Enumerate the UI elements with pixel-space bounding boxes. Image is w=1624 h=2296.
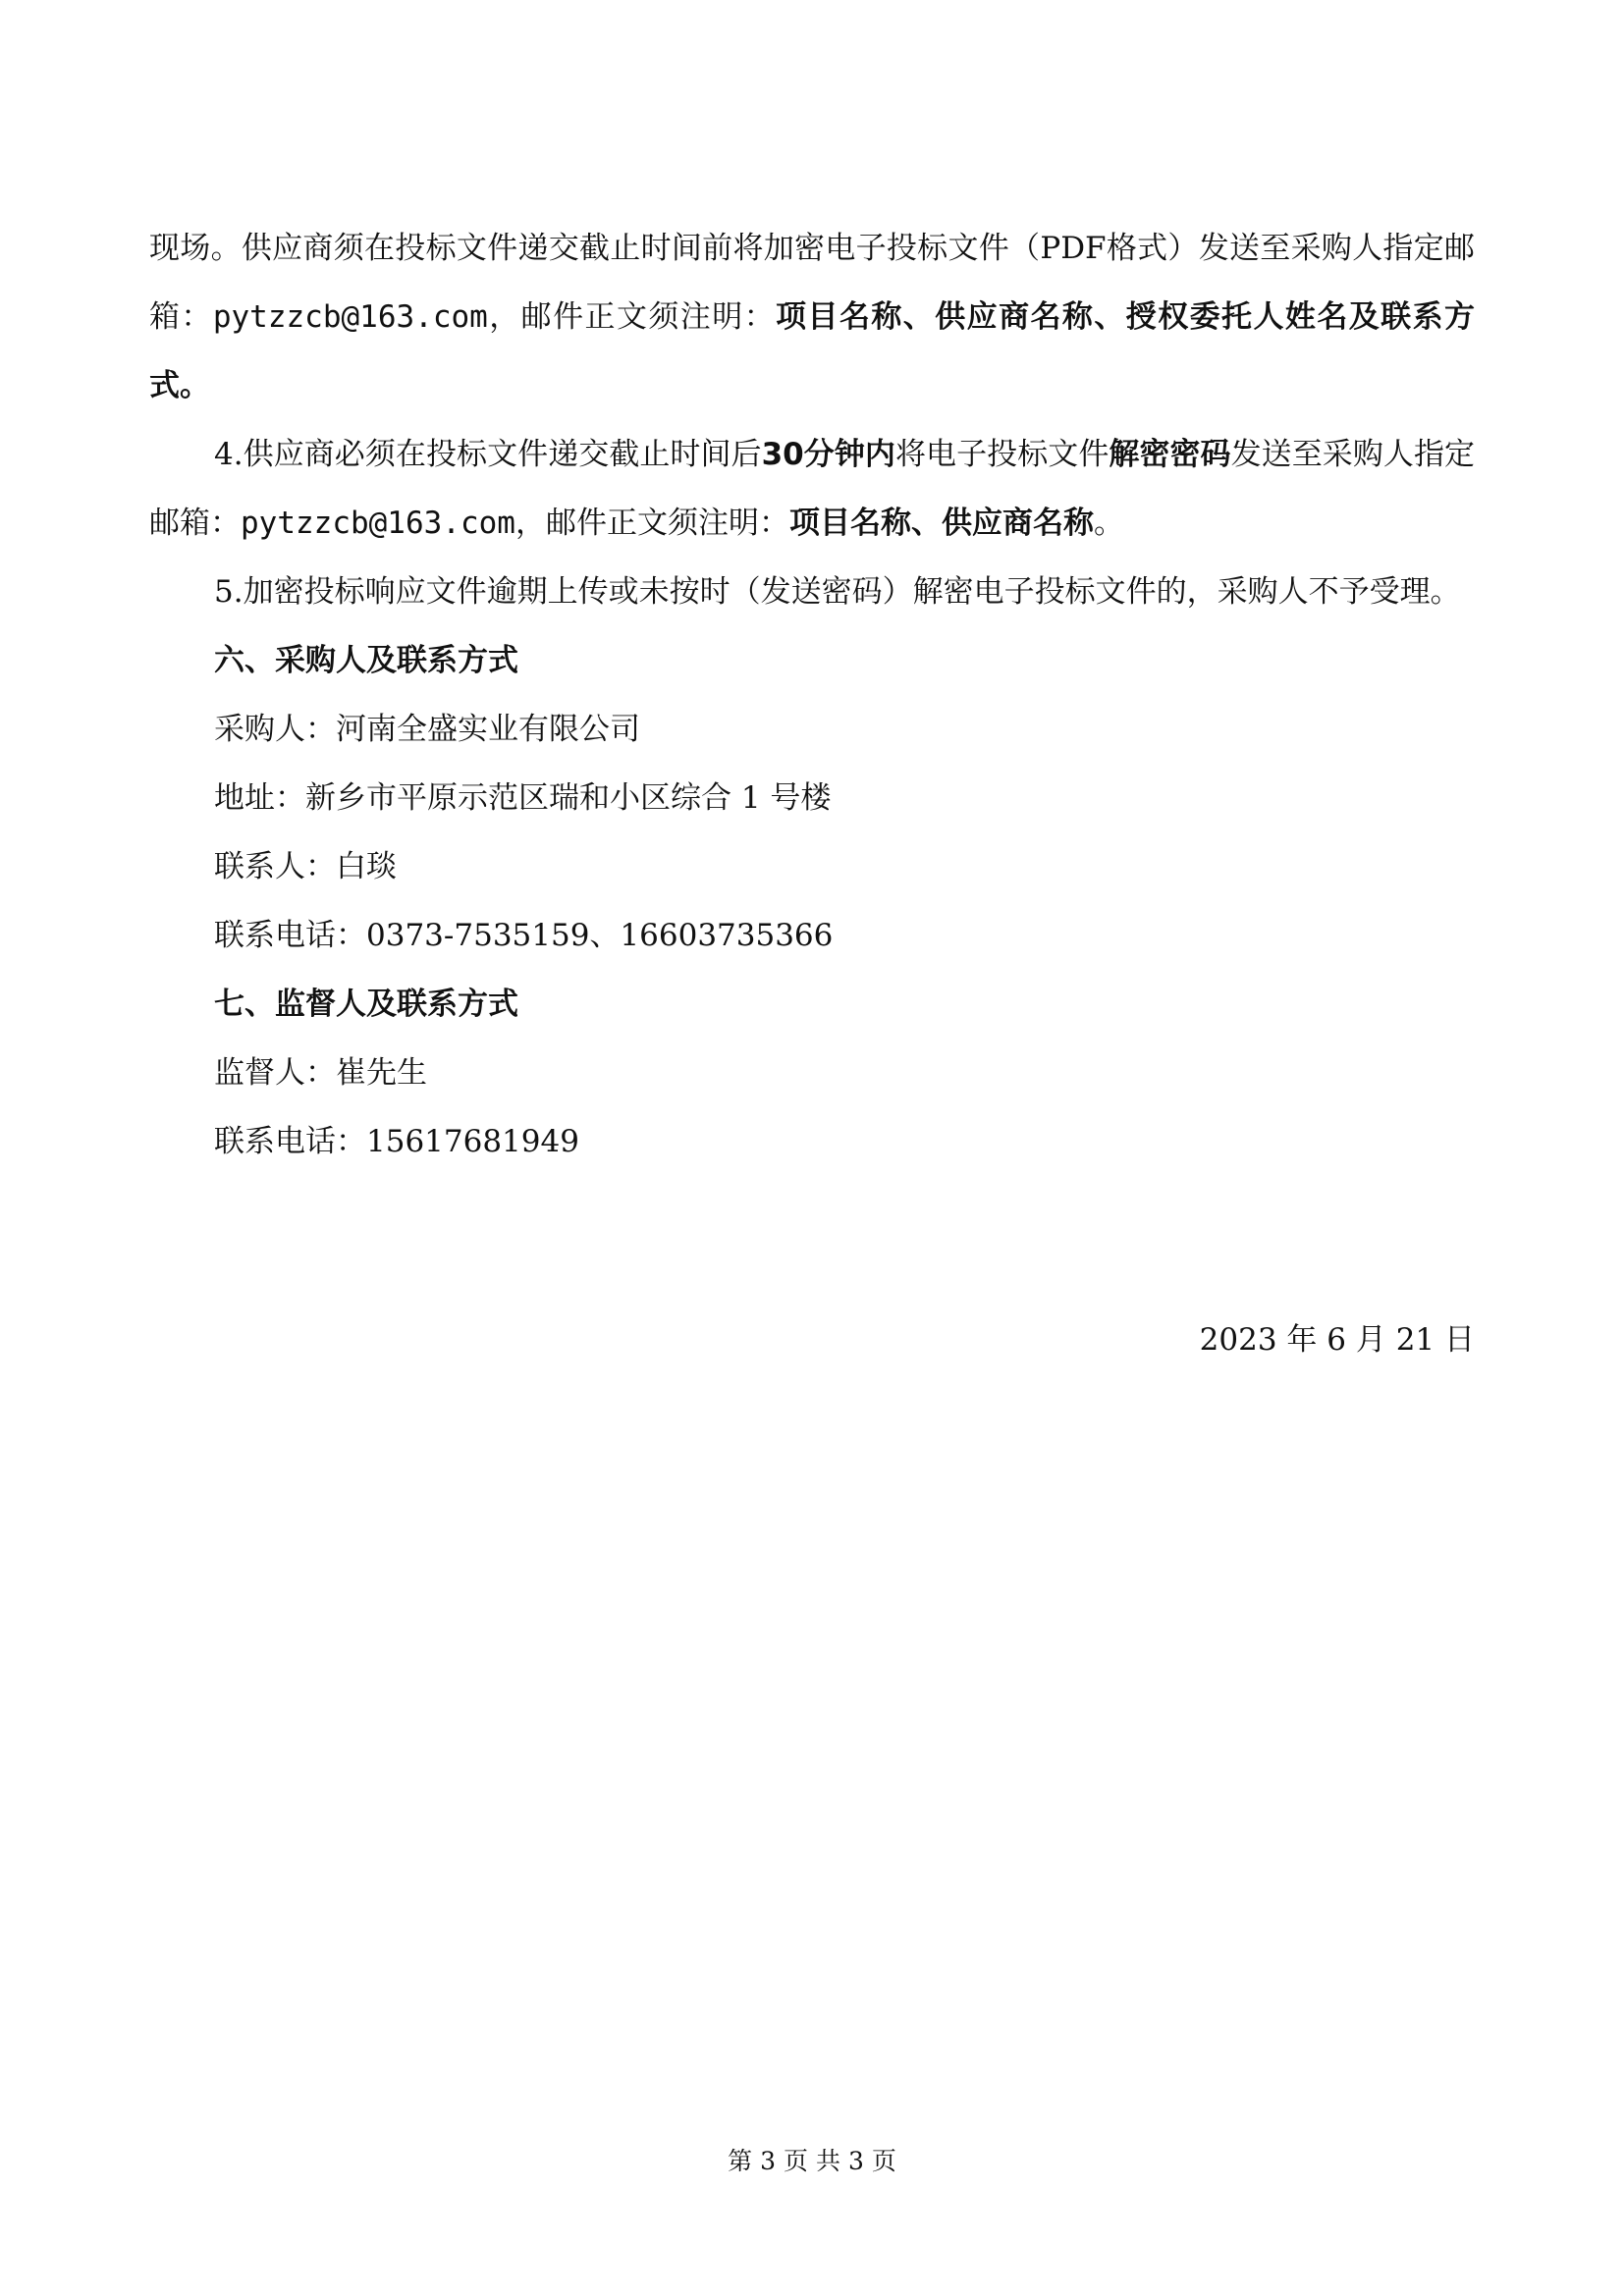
document-date: 2023 年 6 月 21 日 (1199, 1322, 1475, 1358)
footer-text: 页 (783, 2147, 808, 2175)
purchaser-name: 采购人：河南全盛实业有限公司 (214, 712, 640, 747)
paragraph-email-submission (149, 214, 1475, 420)
purchaser-contact: 联系人：白琰 (214, 849, 397, 884)
footer-text: 页 (871, 2147, 896, 2175)
bold-text: 项目名称、供应商名称、授权委托人姓名及联系方式。 (149, 299, 1476, 403)
bold-text: 项目名称、供应商名称 (788, 506, 1094, 541)
text-run: 将电子投标文件 (894, 437, 1110, 472)
text-run: 现场。供应商须在投标文件递交截止时间前将加密电子投标文件（PDF格式）发送至采购人指定邮箱： (149, 231, 1475, 335)
bold-text: 30分钟内 (761, 437, 895, 472)
footer-text: 共 (816, 2147, 841, 2175)
text-run: ，邮件正文须注明： (487, 299, 777, 335)
text-run: 发送至采购人指定邮箱： (149, 437, 1476, 541)
text-run: ，邮件正文须注明： (514, 506, 789, 541)
purchaser-phone: 联系电话：0373-7535159、16603735366 (214, 918, 834, 953)
page-footer (0, 2142, 1624, 2181)
bold-text: 解密密码 (1109, 437, 1231, 472)
purchaser-address: 地址：新乡市平原示范区瑞和小区综合 1 号楼 (214, 780, 832, 816)
email-address: pytzzcb@163.com (241, 506, 515, 541)
supervisor-name: 监督人：崔先生 (214, 1055, 427, 1091)
document-body (149, 214, 1475, 1176)
page-number: 3 (760, 2147, 776, 2175)
text-run: 。 (1093, 506, 1124, 541)
footer-text: 第 (728, 2147, 753, 2175)
text-run: 4.供应商必须在投标文件递交截止时间后 (214, 437, 762, 472)
paragraph-item-4 (149, 420, 1475, 558)
section-heading-purchaser: 六、采购人及联系方式 (214, 643, 518, 678)
supervisor-phone: 联系电话：15617681949 (214, 1124, 579, 1159)
paragraph-item-5: 5.加密投标响应文件逾期上传或未按时（发送密码）解密电子投标文件的，采购人不予受理。 (214, 574, 1461, 610)
page-total: 3 (848, 2147, 864, 2175)
email-address: pytzzcb@163.com (212, 299, 488, 335)
section-heading-supervisor: 七、监督人及联系方式 (214, 987, 518, 1022)
